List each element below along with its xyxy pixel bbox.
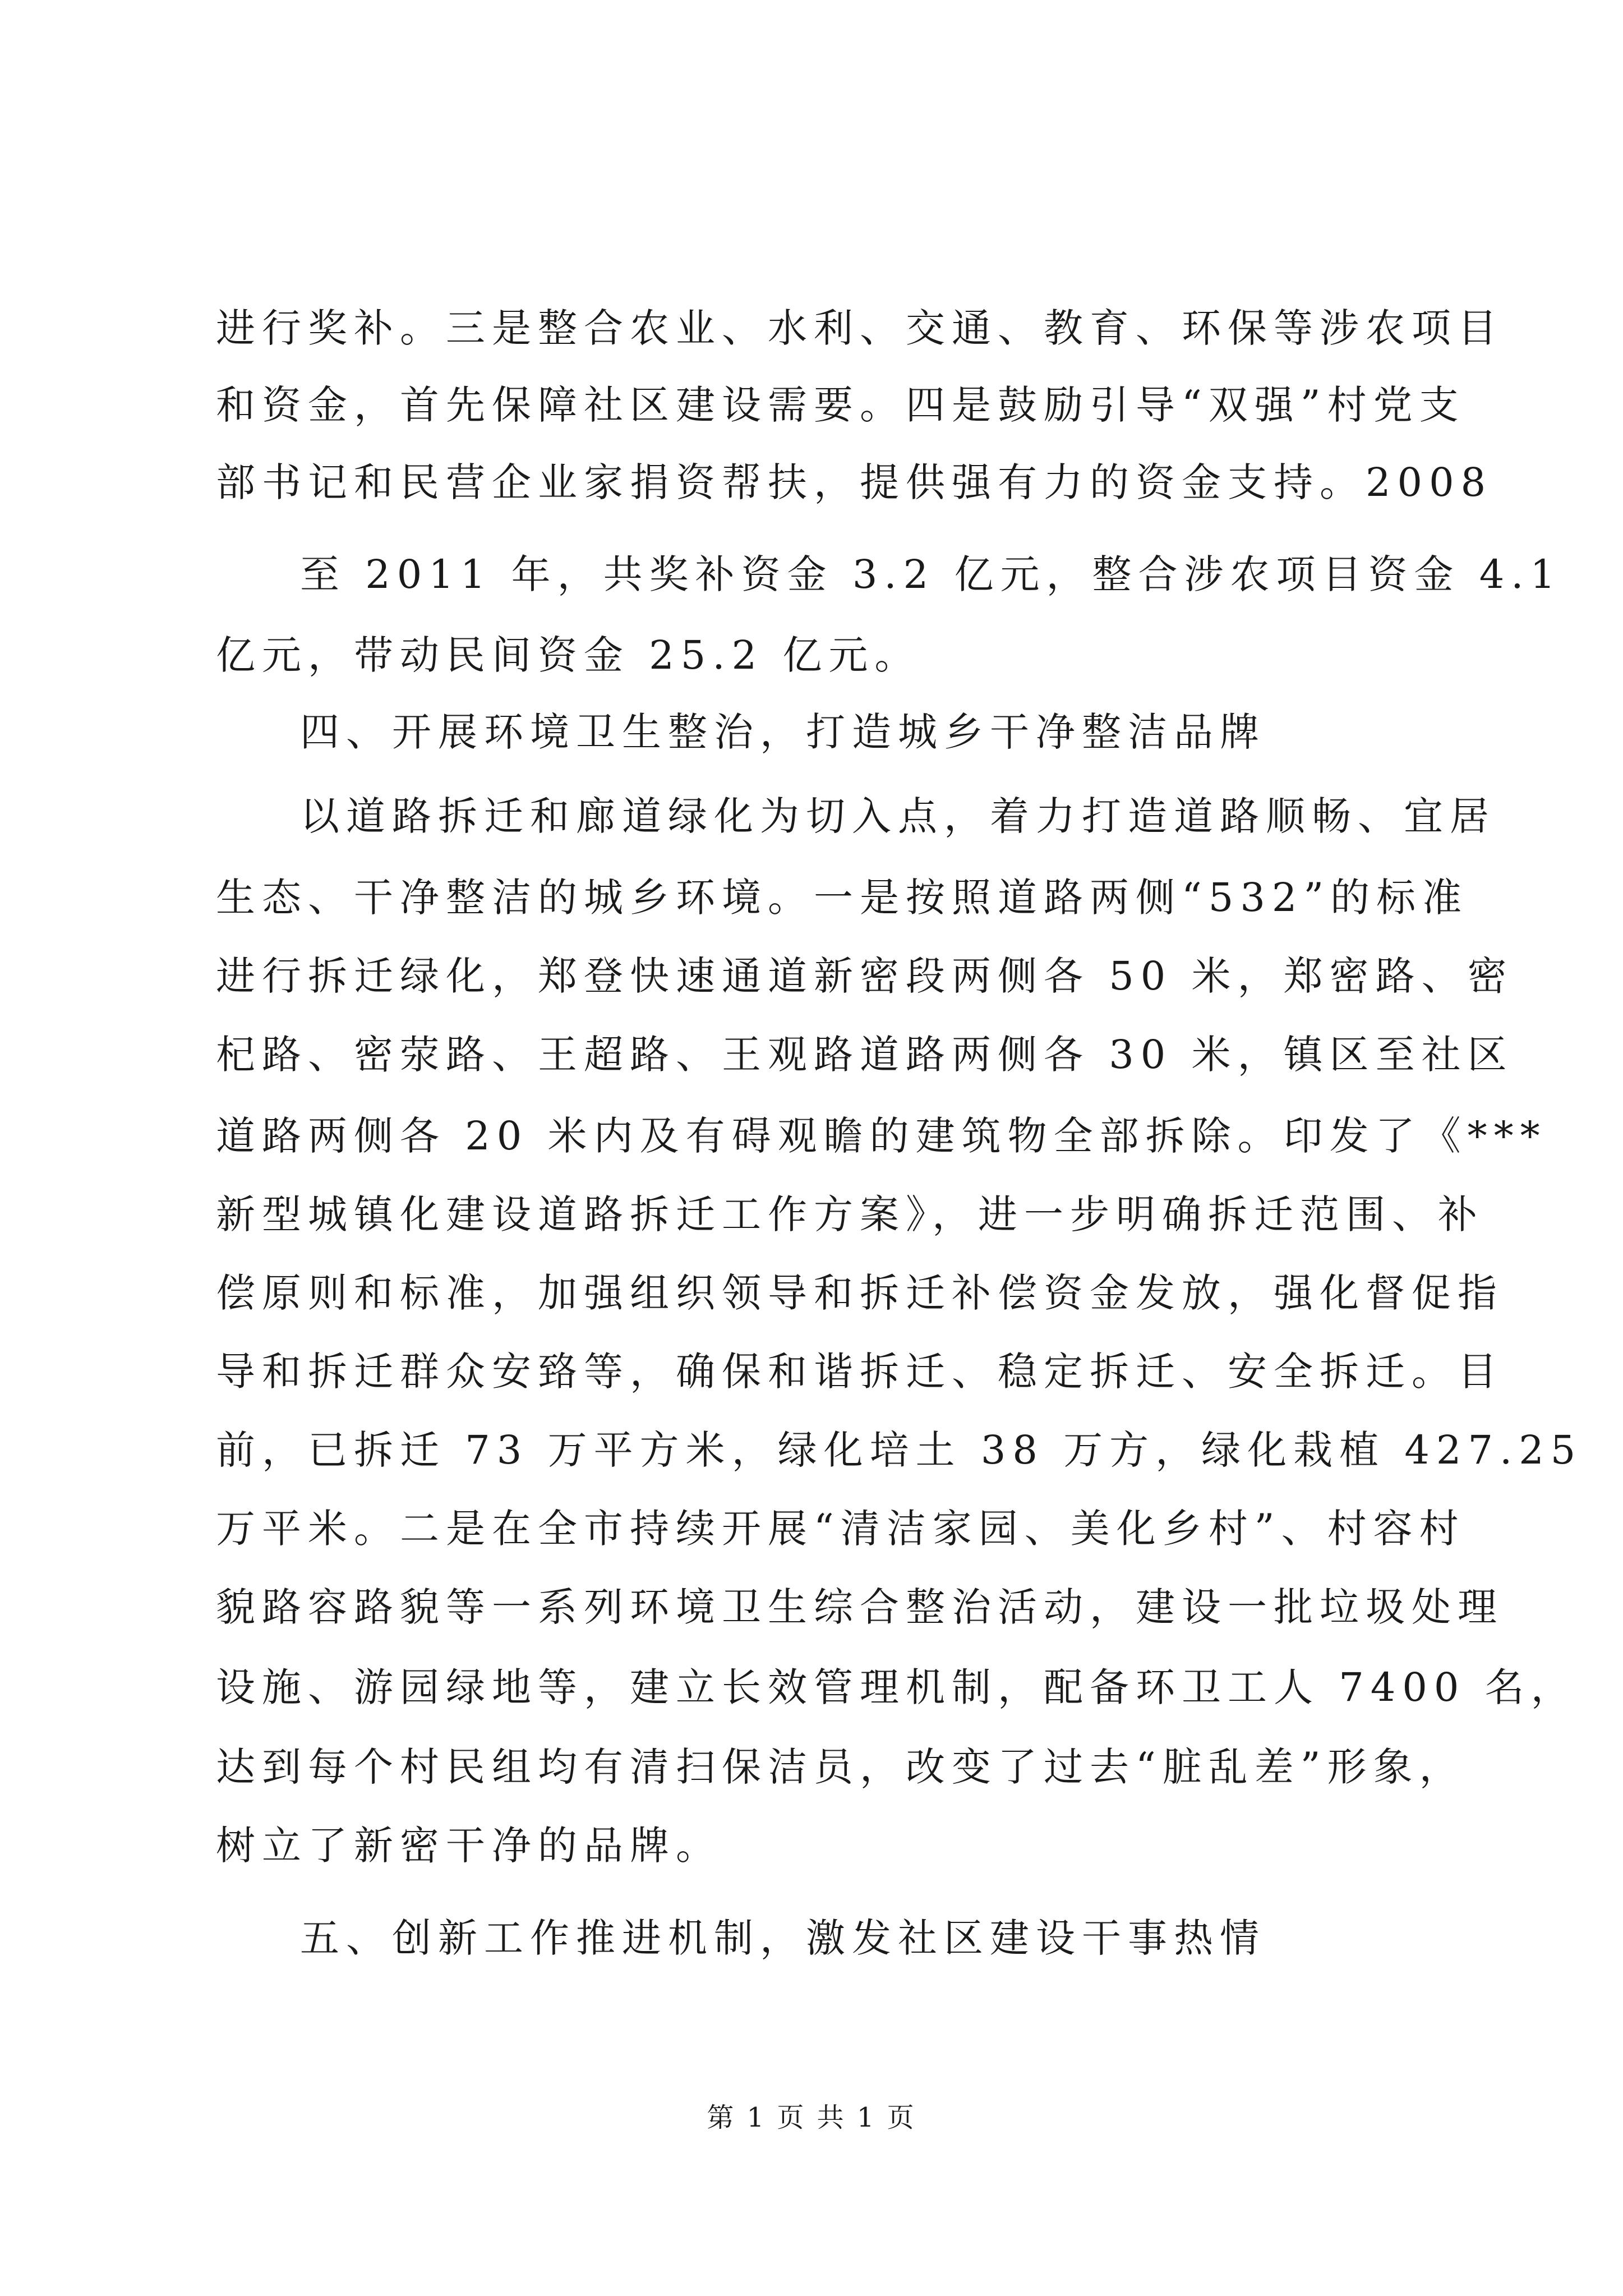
text-line: 万平米。二是在全市持续开展“清洁家园、美化乡村”、村容村 xyxy=(216,1506,1465,1552)
text-line: 树立了新密干净的品牌。 xyxy=(216,1823,722,1869)
section-heading: 四、开展环境卫生整治，打造城乡干净整洁品牌 xyxy=(300,709,1266,755)
text-line: 至 2011 年，共奖补资金 3.2 亿元，整合涉农项目资金 4.1 xyxy=(300,551,1562,597)
text-line: 前，已拆迁 73 万平方米，绿化培土 38 万方，绿化栽植 427.25 xyxy=(216,1427,1583,1473)
text-line: 偿原则和标准，加强组织领导和拆迁补偿资金发放，强化督促指 xyxy=(216,1270,1504,1316)
text-line: 和资金，首先保障社区建设需要。四是鼓励引导“双强”村党支 xyxy=(216,382,1465,428)
section-heading: 五、创新工作推进机制，激发社区建设干事热情 xyxy=(300,1915,1266,1961)
text-line: 达到每个村民组均有清扫保洁员，改变了过去“脏乱差”形象， xyxy=(216,1744,1465,1790)
text-line: 道路两侧各 20 米内及有碍观瞻的建筑物全部拆除。印发了《*** xyxy=(216,1113,1547,1159)
text-line: 以道路拆迁和廊道绿化为切入点，着力打造道路顺畅、宜居 xyxy=(300,793,1496,839)
text-line: 新型城镇化建设道路拆迁工作方案》，进一步明确拆迁范围、补 xyxy=(216,1191,1484,1237)
text-line: 进行拆迁绿化，郑登快速通道新密段两侧各 50 米，郑密路、密 xyxy=(216,953,1514,999)
text-line: 部书记和民营企业家捐资帮扶，提供强有力的资金支持。2008 xyxy=(216,459,1493,505)
text-line: 杞路、密荥路、王超路、王观路道路两侧各 30 米，镇区至社区 xyxy=(216,1032,1514,1078)
text-line: 生态、干净整洁的城乡环境。一是按照道路两侧“532”的标准 xyxy=(216,875,1469,921)
text-line: 设施、游园绿地等，建立长效管理机制，配备环卫工人 7400 名， xyxy=(216,1664,1577,1710)
page-number-footer: 第 1 页 共 1 页 xyxy=(707,2102,916,2133)
text-line: 导和拆迁群众安臵等，确保和谐拆迁、稳定拆迁、安全拆迁。目 xyxy=(216,1349,1504,1395)
text-line: 进行奖补。三是整合农业、水利、交通、教育、环保等涉农项目 xyxy=(216,305,1504,351)
text-line: 亿元，带动民间资金 25.2 亿元。 xyxy=(216,632,921,678)
text-line: 貌路容路貌等一系列环境卫生综合整治活动，建设一批垃圾处理 xyxy=(216,1584,1504,1630)
